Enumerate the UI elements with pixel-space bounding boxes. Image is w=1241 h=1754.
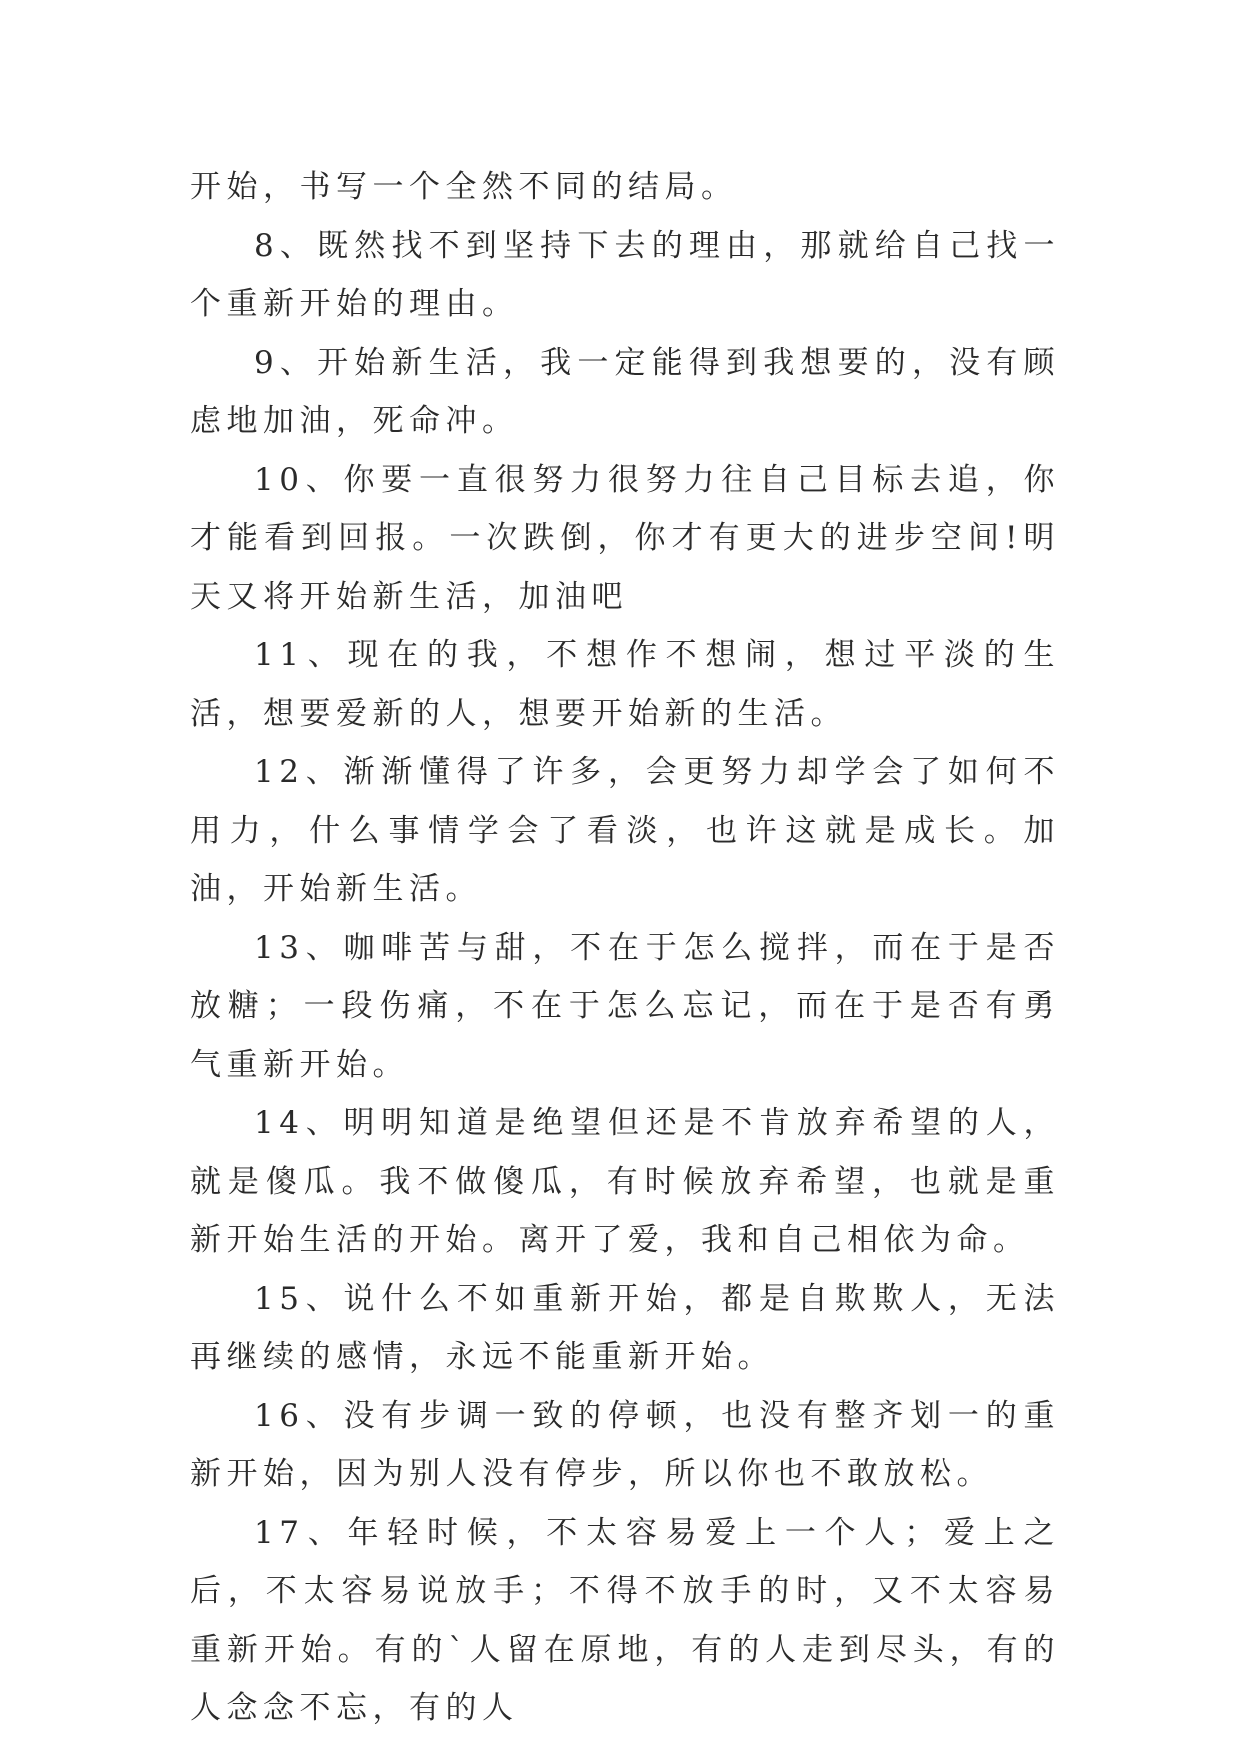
paragraph-item-17: 17、年轻时候，不太容易爱上一个人；爱上之后，不太容易说放手；不得不放手的时，又不太容易重新开始。有的`人留在原地，有的人走到尽头，有的人念念不忘，有的人 bbox=[190, 1514, 1060, 1726]
paragraph-item-15: 15、说什么不如重新开始，都是自欺欺人，无法再继续的感情，永远不能重新开始。 bbox=[190, 1280, 1060, 1375]
paragraph-item-14: 14、明明知道是绝望但还是不肯放弃希望的人，就是傻瓜。我不做傻瓜，有时候放弃希望，也就是重新开始生活的开始。离开了爱，我和自己相依为命。 bbox=[190, 1105, 1060, 1258]
paragraph-item-12: 12、渐渐懂得了许多，会更努力却学会了如何不用力，什么事情学会了看淡，也许这就是成长。加油，开始新生活。 bbox=[190, 754, 1060, 907]
paragraph-item-9: 9、开始新生活，我一定能得到我想要的，没有顾虑地加油，死命冲。 bbox=[190, 344, 1060, 439]
paragraph-item-8: 8、既然找不到坚持下去的理由，那就给自己找一个重新开始的理由。 bbox=[190, 227, 1060, 322]
paragraph-continuation: 开始，书写一个全然不同的结局。 bbox=[190, 169, 738, 205]
paragraph-item-13: 13、咖啡苦与甜，不在于怎么搅拌，而在于是否放糖；一段伤痛，不在于怎么忘记，而在于是否有勇气重新开始。 bbox=[190, 929, 1060, 1083]
paragraph-item-10: 10、你要一直很努力很努力往自己目标去追，你才能看到回报。一次跌倒，你才有更大的进步空间!明天又将开始新生活，加油吧 bbox=[190, 461, 1060, 615]
paragraph-item-11: 11、现在的我，不想作不想闹，想过平淡的生活，想要爱新的人，想要开始新的生活。 bbox=[190, 637, 1060, 732]
document-body bbox=[190, 158, 1060, 1738]
paragraph-item-16: 16、没有步调一致的停顿，也没有整齐划一的重新开始，因为别人没有停步，所以你也不敢放松。 bbox=[190, 1397, 1060, 1492]
